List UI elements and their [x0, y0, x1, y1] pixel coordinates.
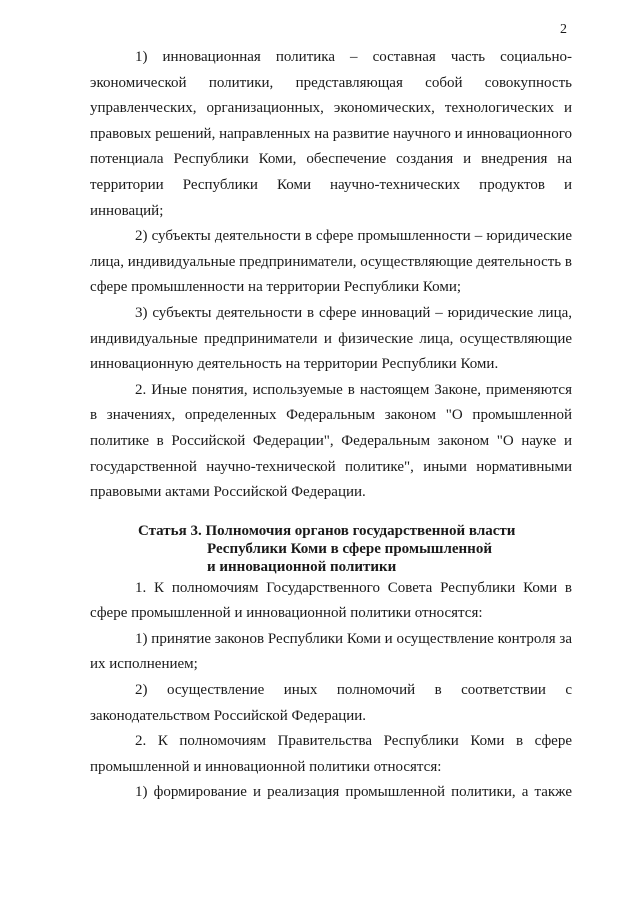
- article-3-title: [90, 522, 572, 576]
- document-body: [90, 45, 572, 806]
- article-title-line-3: и инновационной политики: [207, 558, 397, 575]
- government-power-1: 1) формирование и реализация промышленной политики, а также: [135, 784, 572, 801]
- other-terms-paragraph: 2. Иные понятия, используемые в настоящем Законе, применяются в значениях, определенных Федеральным законом "О промышленной политике в Российской Федерации", Федеральным законом "О науке и государственной научно-технической политике", иными нормативными правовыми актами Российской Федерации.: [90, 381, 572, 501]
- state-council-power-2: 2) осуществление иных полномочий в соответствии с законодательством Российской Федерации.: [90, 682, 572, 724]
- definition-innovation-subjects: 3) субъекты деятельности в сфере инноваций – юридические лица, индивидуальные предприниматели и физические лица, осуществляющие инновационную деятельность на территории Республики Коми.: [90, 304, 572, 373]
- state-council-power-1: 1) принятие законов Республики Коми и осуществление контроля за их исполнением;: [90, 630, 572, 673]
- section-gap: [90, 506, 572, 522]
- government-powers-intro: 2. К полномочиям Правительства Республики Коми в сфере промышленной и инновационной политики относятся:: [90, 733, 572, 775]
- state-council-powers-intro: 1. К полномочиям Государственного Совета Республики Коми в сфере промышленной и инновационной политики относятся:: [90, 579, 572, 622]
- article-title-line-2: Республики Коми в сфере промышленной: [207, 540, 492, 557]
- definition-innovation-policy: 1) инновационная политика – составная часть социально-экономической политики, представляющая собой совокупность управленческих, организационных, экономических, технологических и правовых решений, направленных на развитие научного и инновационного потенциала Республики Коми, обеспечение создания и внедрения на территории Республики Коми научно-технических продуктов и инноваций;: [90, 49, 572, 219]
- definition-industry-subjects: 2) субъекты деятельности в сфере промышленности – юридические лица, индивидуальные предприниматели, осуществляющие деятельность в сфере промышленности на территории Республики Коми;: [90, 228, 572, 296]
- page-number: 2: [560, 22, 567, 37]
- article-title-line-1: Статья 3. Полномочия органов государственной власти: [138, 522, 516, 539]
